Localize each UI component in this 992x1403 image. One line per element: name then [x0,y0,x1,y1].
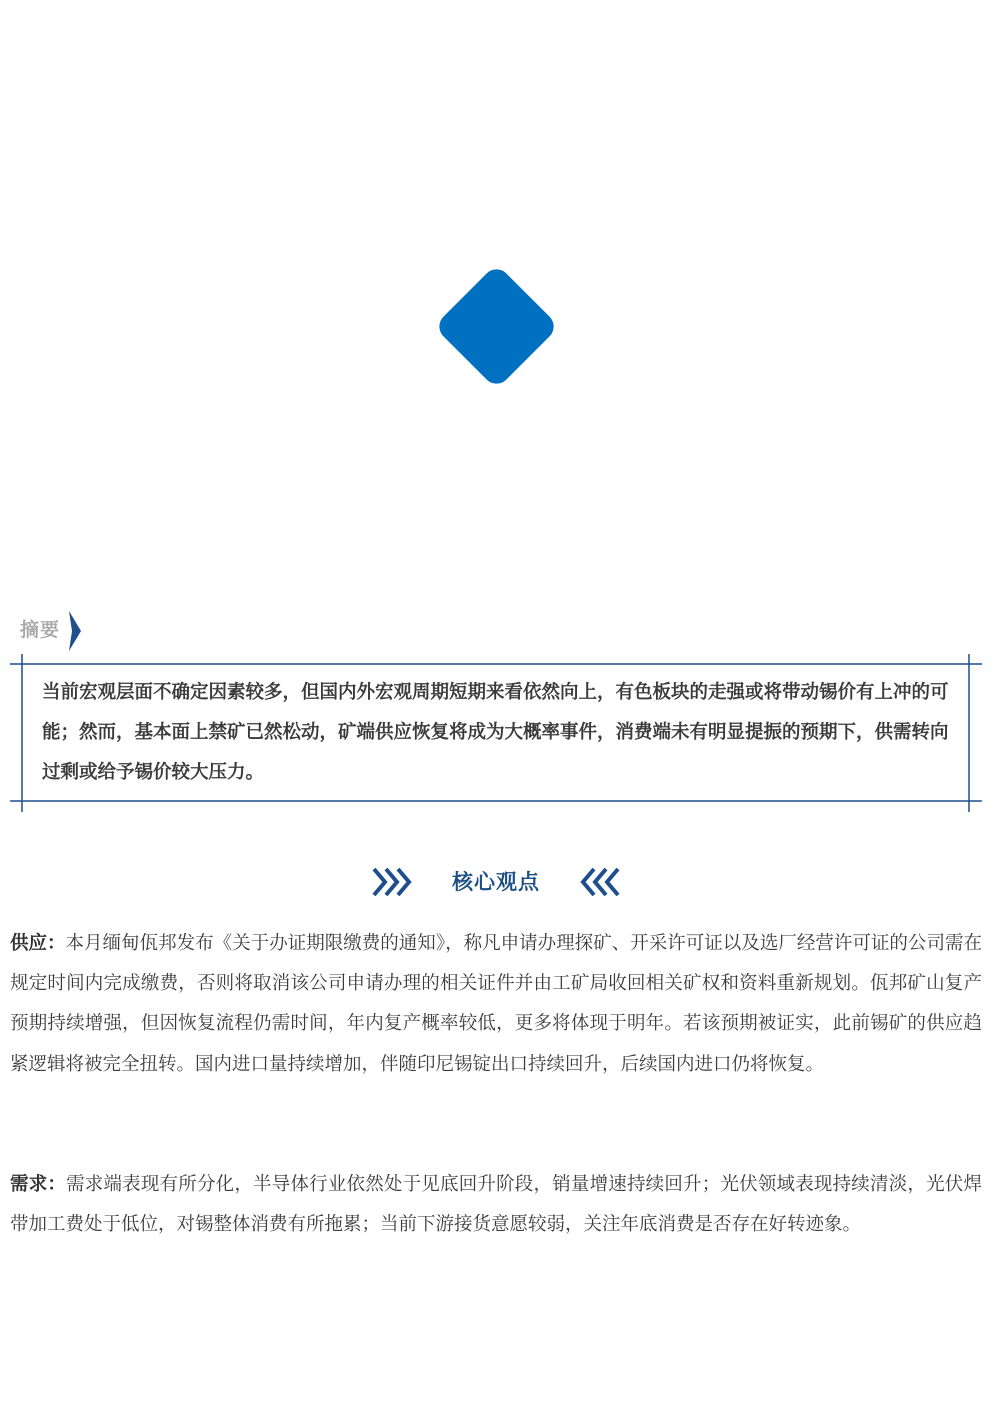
core-views-title: 核心观点 [452,870,540,894]
supply-text: 本月缅甸佤邦发布《关于办证期限缴费的通知》，称凡申请办理探矿、开采许可证以及选厂经营许可证的公司需在规定时间内完成缴费，否则将取消该公司申请办理的相关证件并由工矿局收回相关矿权和资料重新规划。佤邦矿山复产预期持续增强，但因恢复流程仍需时间，年内复产概率较低，更多将体现于明年。若该预期被证实，此前锡矿的供应趋紧逻辑将被完全扭转。国内进口量持续增加，伴随印尼锡锭出口持续回升，后续国内进口仍将恢复。 [10,933,982,1075]
chevrons-right-icon [370,866,416,898]
demand-paragraph [10,1165,982,1245]
supply-lead: 供应： [10,933,66,954]
chevrons-left-icon [576,866,622,898]
abstract-label: 摘要 [20,619,61,641]
supply-paragraph [10,924,982,1085]
core-views-header [370,860,622,904]
triangle-arrow-icon [69,611,81,651]
demand-lead: 需求： [10,1174,67,1195]
diamond-logo-icon [425,255,568,398]
demand-text: 需求端表现有所分化，半导体行业依然处于见底回升阶段，销量增速持续回升；光伏领域表现持续清淡，光伏焊带加工费处于低位，对锡整体消费有所拖累；当前下游接货意愿较弱，关注年底消费是否存在好转迹象。 [10,1174,982,1236]
abstract-text: 当前宏观层面不确定因素较多，但国内外宏观周期短期来看依然向上，有色板块的走强或将带动锡价有上冲的可能；然而，基本面上禁矿已然松动，矿端供应恢复将成为大概率事件，消费端未有明显提振的预期下，供需转向过剩或给予锡价较大压力。 [42,682,949,783]
